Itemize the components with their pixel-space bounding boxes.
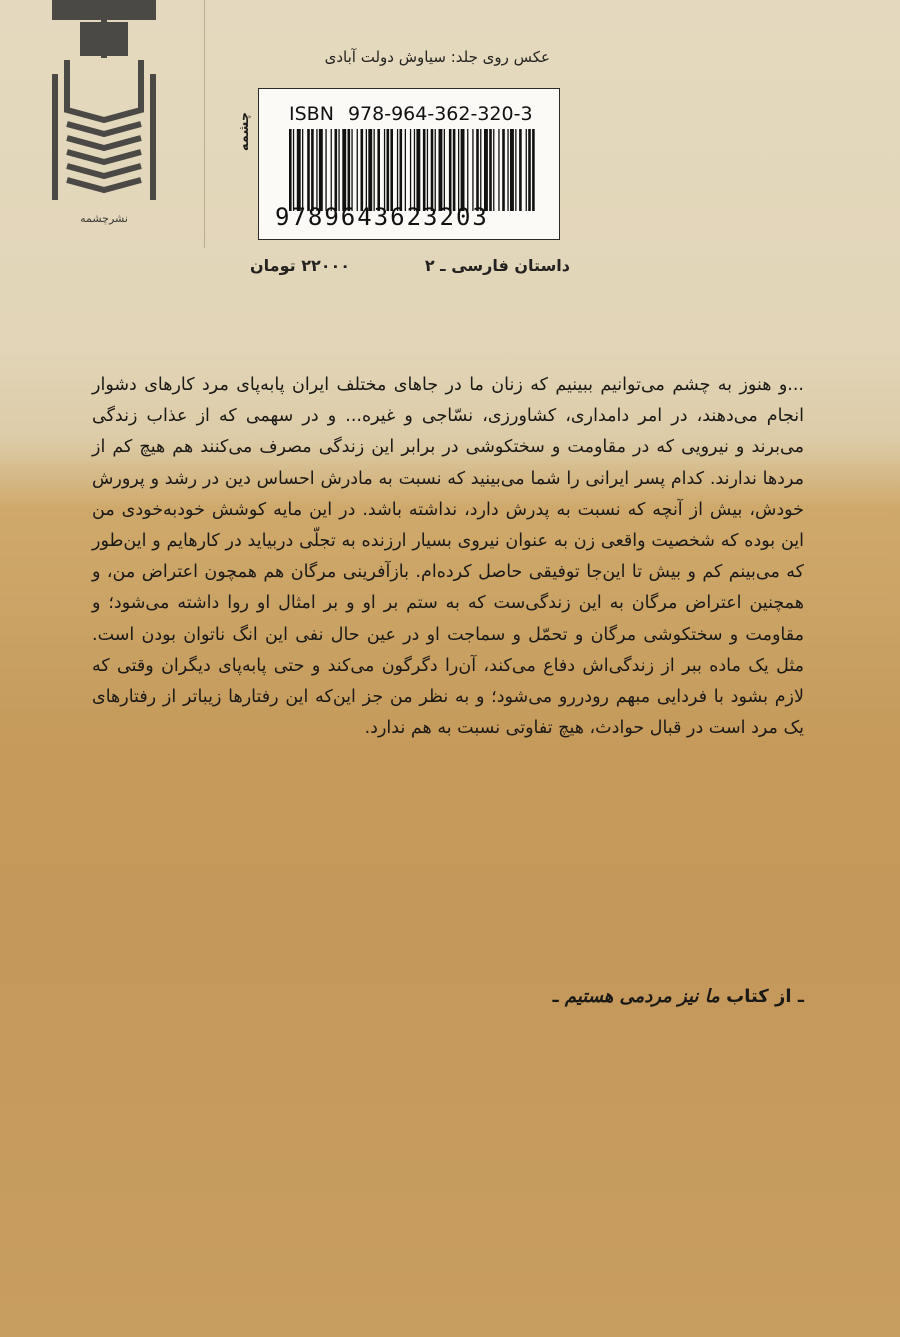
brand-vertical-text: چشمه [237, 111, 253, 151]
publisher-logo-icon [52, 0, 156, 232]
source-suffix: ـ [552, 986, 559, 1007]
isbn-label: ISBN [289, 103, 334, 125]
barcode-digits: 9789643623203 [275, 203, 489, 231]
source-prefix: ـ از کتاب [726, 986, 804, 1007]
spine-divider-line [204, 0, 205, 248]
brand-vertical-label [232, 100, 258, 162]
isbn-number: 978-964-362-320-3 [347, 103, 533, 125]
isbn-line [289, 103, 533, 125]
source-book-title: ما نیز مردمی هستیم [564, 986, 720, 1007]
excerpt-source [300, 986, 804, 1007]
price-label: ۲۲۰۰۰ تومان [250, 256, 351, 275]
series-label: داستان فارسی ـ ۲ [424, 256, 570, 275]
price-row [250, 256, 570, 275]
cover-photo-credit: عکس روی جلد: سیاوش دولت آبادی [324, 48, 550, 66]
barcode-graphic [287, 129, 537, 211]
publisher-name: نشرچشمه [80, 212, 128, 225]
back-cover-excerpt: ...و هنوز به چشم می‌توانیم ببینیم که زنان ما در جاهای مختلف ایران پابه‌پای مرد کارهای دشوار انجام می‌دهند، در امر دامداری، کشاورزی، نسّاجی و غیره... و در سهمی که از عذاب زندگی می‌برند و نیرویی که در مقاومت و سختکوشی در برابر این زندگی مصرف می‌کنند هم هیچ کم از مردها ندارند. کدام پسر ایرانی را شما می‌بینید که نسبت به مادرش احساس دین در رشد و پرورش خودش، بیش از آنچه که نسبت به پدرش دارد، نداشته باشد. در این مایه کوشش خودبه‌خودی من این بوده که شخصیت واقعی زن به عنوان نیروی بسیار ارزنده به تجلّی دربیاید در کارهایم و این‌طور که می‌بینم کم و بیش تا این‌جا توفیقی حاصل کرده‌ام. بازآفرینی مرگان هم همچون اعتراض من، و همچنین اعتراض مرگان به این زندگی‌ست که به ستم بر او و بر امثال او روا داشته می‌شود؛ و مقاومت و سختکوشی مرگان و تحمّل و سماجت او در عین حال نفی این انگ ناتوان بودن است. مثل یک ماده ببر از زندگی‌اش دفاع می‌کند، آن‌را دگرگون می‌کند و حتی پابه‌پای دیگران وقتی که لازم بشود با فردایی مبهم رودررو می‌شود؛ و به نظر من جز این‌که این رفتارها زیباتر از رفتارهای یک مرد است در قبال حوادث، هیچ تفاوتی نسبت به هم ندارد. [92, 375, 804, 739]
isbn-barcode-box [258, 88, 560, 240]
